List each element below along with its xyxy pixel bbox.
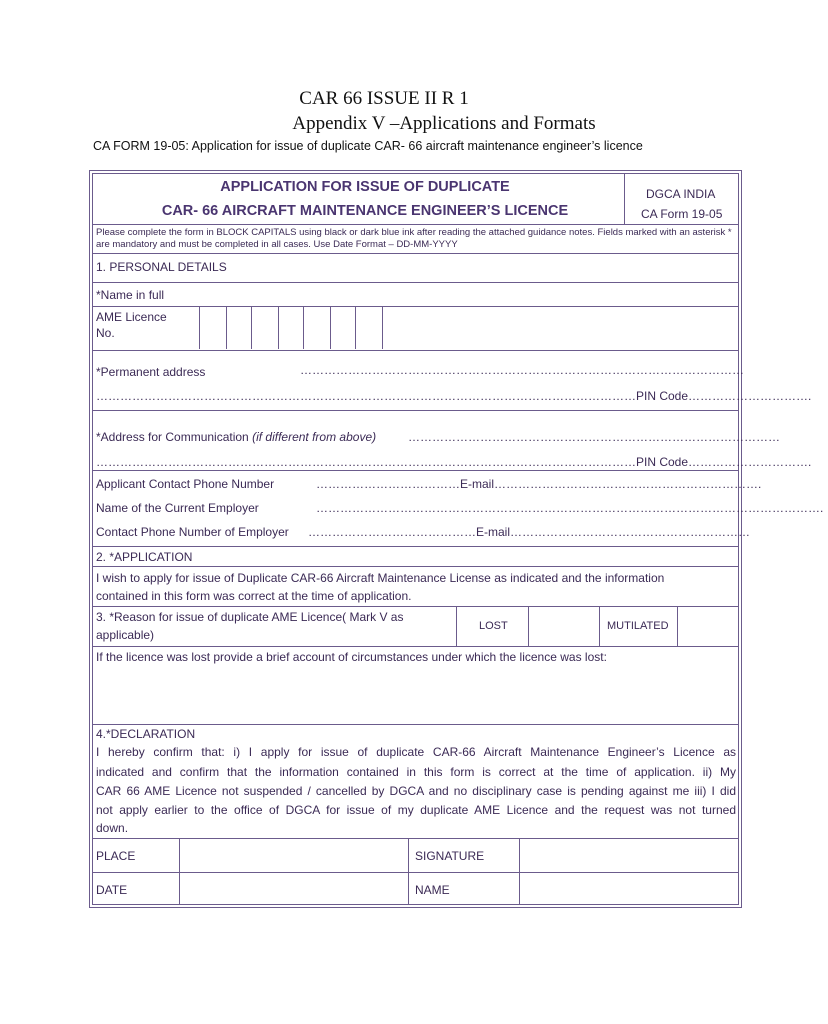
divider	[92, 253, 739, 254]
divider	[92, 566, 739, 567]
signature-field[interactable]	[520, 839, 739, 872]
licence-digit-box[interactable]	[199, 307, 227, 349]
declaration-line2: indicated and confirm that the information contained in this form is correct at the time of application. ii) My	[96, 765, 736, 779]
divider	[92, 546, 739, 547]
section-personal-details: 1. PERSONAL DETAILS	[96, 260, 227, 274]
communication-address-label: *Address for Communication (if different from above)	[96, 430, 377, 444]
divider	[92, 282, 739, 283]
appendix-heading: Appendix V –Applications and Formats	[292, 113, 596, 134]
section-declaration: 4.*DECLARATION	[96, 727, 196, 741]
employer-label: Name of the Current Employer	[96, 501, 259, 515]
divider	[92, 724, 739, 725]
declaration-line5: down.	[96, 821, 129, 835]
divider	[456, 606, 457, 646]
signature-label: SIGNATURE	[415, 849, 485, 863]
divider	[92, 410, 739, 411]
divider	[624, 173, 625, 224]
form-number: CA Form 19-05	[641, 207, 723, 221]
licence-label: AME Licence	[96, 310, 167, 324]
divider	[408, 838, 409, 905]
car-issue-heading: CAR 66 ISSUE II R 1	[299, 88, 469, 109]
licence-label-no: No.	[96, 326, 115, 340]
permanent-address-line2[interactable]: ………………………………………………………………………………………………………………………PIN Code………………………….	[96, 389, 812, 403]
divider	[92, 470, 739, 471]
place-field[interactable]	[180, 839, 408, 872]
mutilated-checkbox[interactable]	[678, 607, 739, 646]
permanent-address-label: *Permanent address	[96, 365, 206, 379]
lost-account-field[interactable]	[93, 668, 738, 723]
instructions: Please complete the form in BLOCK CAPITALS using black or dark blue ink after reading the attached guidance notes. Fields marked with an asterisk * are mandatory and must be completed in all cases. Use Date Format – DD-MM-YYYY	[96, 227, 732, 250]
lost-label: LOST	[479, 620, 508, 632]
application-text-line2: contained in this form was correct at the time of application.	[96, 589, 412, 603]
form-subheading: CA FORM 19-05: Application for issue of duplicate CAR- 66 aircraft maintenance engineer’s licence	[93, 139, 643, 153]
name-label-footer: NAME	[415, 883, 450, 897]
lost-account-label: If the licence was lost provide a brief account of circumstances under which the licence was lost:	[96, 650, 607, 664]
mutilated-label: MUTILATED	[607, 620, 669, 632]
divider	[92, 646, 739, 647]
applicant-phone-label: Applicant Contact Phone Number	[96, 477, 275, 491]
divider	[92, 350, 739, 351]
declaration-line4: not apply earlier to the office of DGCA for issue of my duplicate AME Licence and the request was not turned	[96, 803, 736, 817]
employer-phone-field[interactable]: ……………………………………E-mail……………………………………………………	[308, 525, 751, 539]
divider	[92, 306, 739, 307]
date-label: DATE	[96, 883, 128, 897]
section-reason: 3. *Reason for issue of duplicate AME Licence( Mark V as	[96, 610, 404, 624]
application-text-line1: I wish to apply for issue of Duplicate CAR-66 Aircraft Maintenance License as indicated and the information	[96, 571, 665, 585]
date-field[interactable]	[180, 873, 408, 905]
section-reason-cont: applicable)	[96, 628, 155, 642]
divider	[92, 224, 739, 225]
place-label: PLACE	[96, 849, 136, 863]
licence-digit-box[interactable]	[355, 307, 383, 349]
permanent-address-line1[interactable]: …………………………………………………………………………………………………	[300, 363, 744, 377]
licence-digit-box[interactable]	[303, 307, 331, 349]
licence-digit-box[interactable]	[251, 307, 279, 349]
lost-checkbox[interactable]	[529, 607, 599, 646]
divider	[599, 606, 600, 646]
employer-field[interactable]: ……………………………………………………………………………………………………………….	[316, 501, 824, 515]
communication-address-line2[interactable]: ………………………………………………………………………………………………………………………PIN Code………………………….	[96, 455, 812, 469]
form-title-line2: CAR- 66 AIRCRAFT MAINTENANCE ENGINEER’S LICENCE	[161, 203, 569, 219]
name-field[interactable]	[520, 873, 739, 905]
section-application: 2. *APPLICATION	[96, 550, 193, 564]
applicant-phone-field[interactable]: ………………………………E-mail………………………………………………………….	[316, 477, 762, 491]
form-title-line1: APPLICATION FOR ISSUE OF DUPLICATE	[220, 179, 510, 195]
declaration-line1: I hereby confirm that: i) I apply for issue of duplicate CAR-66 Aircraft Maintenance Engineer’s Licence as	[96, 745, 736, 759]
divider	[92, 606, 739, 607]
employer-phone-label: Contact Phone Number of Employer	[96, 525, 289, 539]
issuer-label: DGCA INDIA	[646, 187, 716, 201]
communication-address-line1[interactable]: …………………………………………………………………………………	[408, 430, 780, 444]
declaration-line3: CAR 66 AME Licence not suspended / cancelled by DGCA and no disciplinary case is pending against me iii) I did	[96, 784, 736, 798]
name-label[interactable]: *Name in full	[96, 288, 165, 302]
